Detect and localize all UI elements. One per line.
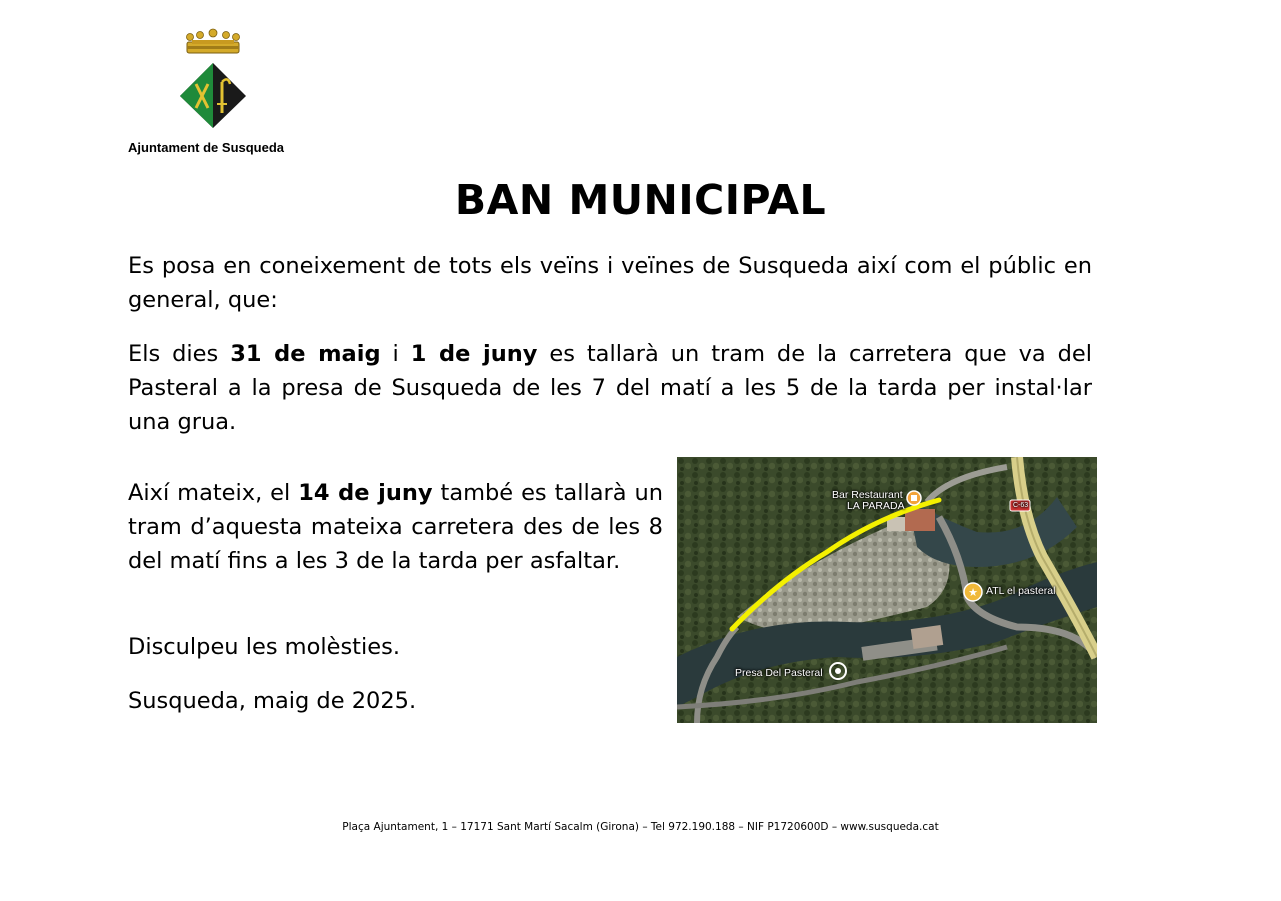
coat-of-arms-icon: [178, 28, 253, 133]
map-label-restaurant: [832, 490, 905, 512]
closure-paragraph-2: [128, 476, 663, 578]
text-span: Així mateix, el: [128, 480, 299, 506]
svg-text:★: ★: [968, 586, 978, 599]
text-span: es tallarà un tram de la carretera que va del Pasteral a la presa de Susqueda de les 7 del matí a les 5 de la tarda per instal·lar una grua.: [128, 341, 1092, 435]
municipal-logo: [128, 28, 303, 158]
page-title: BAN MUNICIPAL: [454, 176, 827, 224]
map-label-presa: Presa Del Pasteral: [735, 667, 823, 679]
star-marker-icon: [964, 583, 982, 601]
satellite-map: [677, 457, 1097, 723]
date-bold: 1 de juny: [410, 341, 538, 367]
logo-caption: Ajuntament de Susqueda: [128, 140, 285, 155]
map-label-road-code: C-63: [1013, 502, 1029, 509]
closure-paragraph-1: [128, 337, 1092, 439]
text-span: també es tallarà un tram d’aquesta mateixa carretera des de les 8 del matí fins a les 3 de la tarda per asfaltar.: [128, 480, 663, 574]
text-span: Els dies: [128, 341, 231, 367]
map-label-line: LA PARADA: [847, 500, 905, 512]
crown-icon: [187, 29, 240, 53]
date-bold: 14 de juny: [298, 480, 433, 506]
apology-paragraph: Disculpeu les molèsties.: [128, 634, 400, 660]
text-span: i: [380, 341, 411, 367]
shield-icon: [180, 63, 246, 128]
footer-address: Plaça Ajuntament, 1 – 17171 Sant Martí Sacalm (Girona) – Tel 972.190.188 – NIF P1720600D – www.susqueda.cat: [342, 821, 939, 833]
restaurant-marker-icon: [907, 491, 921, 505]
map-label-line: Bar Restaurant: [832, 489, 903, 501]
map-label-atl: ATL el pasteral: [986, 585, 1056, 597]
intro-paragraph: Es posa en coneixement de tots els veïns i veïnes de Susqueda així com el públic en general, que:: [128, 253, 1092, 313]
date-bold: 31 de maig: [230, 341, 381, 367]
date-signature: Susqueda, maig de 2025.: [128, 688, 417, 714]
